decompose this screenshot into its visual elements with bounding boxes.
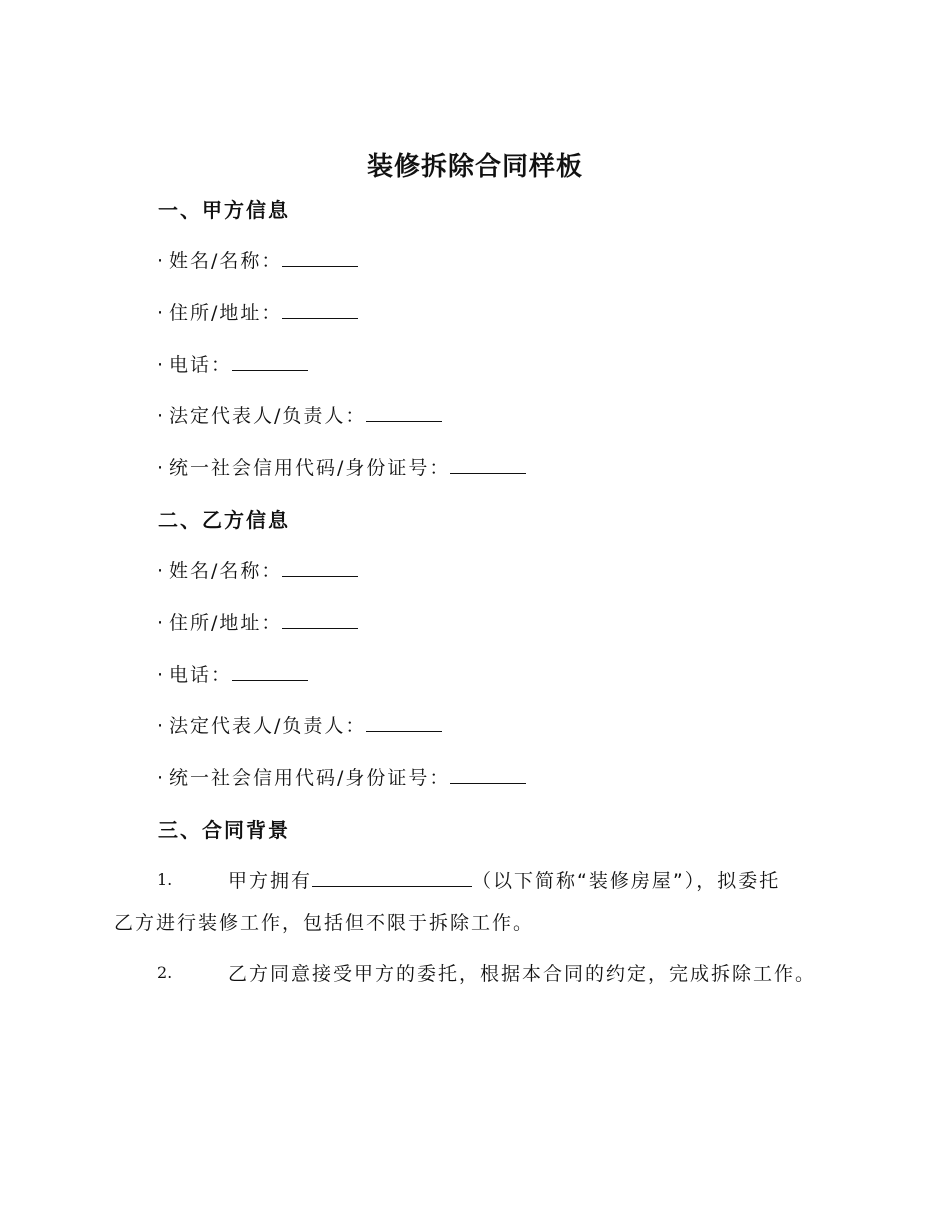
bullet: · xyxy=(157,354,166,376)
fill-blank[interactable] xyxy=(282,248,358,267)
section-heading-party-a: 一、甲方信息 xyxy=(158,198,290,222)
fill-blank[interactable] xyxy=(450,455,526,474)
clause-text: 甲方拥有 xyxy=(228,870,313,892)
party-a-address-field xyxy=(157,298,358,325)
bullet: · xyxy=(157,250,166,272)
field-label: 姓名/名称： xyxy=(169,560,283,582)
field-label: 住所/地址： xyxy=(169,612,283,634)
fill-blank[interactable] xyxy=(232,662,308,681)
fill-blank[interactable] xyxy=(282,610,358,629)
bullet: · xyxy=(157,302,166,324)
clause-1-line-2: 乙方进行装修工作，包括但不限于拆除工作。 xyxy=(114,912,535,934)
field-label: 法定代表人/负责人： xyxy=(169,405,367,427)
party-b-address-field xyxy=(157,608,358,635)
party-a-representative-field xyxy=(157,401,442,428)
field-label: 统一社会信用代码/身份证号： xyxy=(169,457,451,479)
item-number: 1. xyxy=(157,870,173,889)
party-a-name-field xyxy=(157,246,358,273)
bullet: · xyxy=(157,664,166,686)
field-label: 统一社会信用代码/身份证号： xyxy=(169,767,451,789)
section-heading-party-b: 二、乙方信息 xyxy=(158,508,290,532)
bullet: · xyxy=(157,560,166,582)
field-label: 法定代表人/负责人： xyxy=(169,715,367,737)
bullet: · xyxy=(157,612,166,634)
fill-blank[interactable] xyxy=(366,403,442,422)
fill-blank[interactable] xyxy=(282,300,358,319)
field-label: 电话： xyxy=(169,354,233,376)
fill-blank[interactable] xyxy=(366,713,442,732)
bullet: · xyxy=(157,405,166,427)
property-blank[interactable] xyxy=(312,868,472,887)
party-b-phone-field xyxy=(157,660,308,687)
fill-blank[interactable] xyxy=(232,352,308,371)
field-label: 住所/地址： xyxy=(169,302,283,324)
fill-blank[interactable] xyxy=(282,558,358,577)
bullet: · xyxy=(157,457,166,479)
party-a-phone-field xyxy=(157,350,308,377)
bullet: · xyxy=(157,767,166,789)
fill-blank[interactable] xyxy=(450,765,526,784)
document-title: 装修拆除合同样板 xyxy=(366,152,583,182)
section-heading-background: 三、合同背景 xyxy=(158,818,290,842)
party-b-representative-field xyxy=(157,711,442,738)
clause-text: （以下简称“装修房屋”），拟委托 xyxy=(472,870,781,892)
clause-2: 乙方同意接受甲方的委托，根据本合同的约定，完成拆除工作。 xyxy=(228,963,817,985)
field-label: 电话： xyxy=(169,664,233,686)
party-b-id-field xyxy=(157,763,526,790)
party-b-name-field xyxy=(157,556,358,583)
bullet: · xyxy=(157,715,166,737)
party-a-id-field xyxy=(157,453,526,480)
field-label: 姓名/名称： xyxy=(169,250,283,272)
clause-1-line-1 xyxy=(228,866,780,893)
item-number: 2. xyxy=(157,963,173,982)
